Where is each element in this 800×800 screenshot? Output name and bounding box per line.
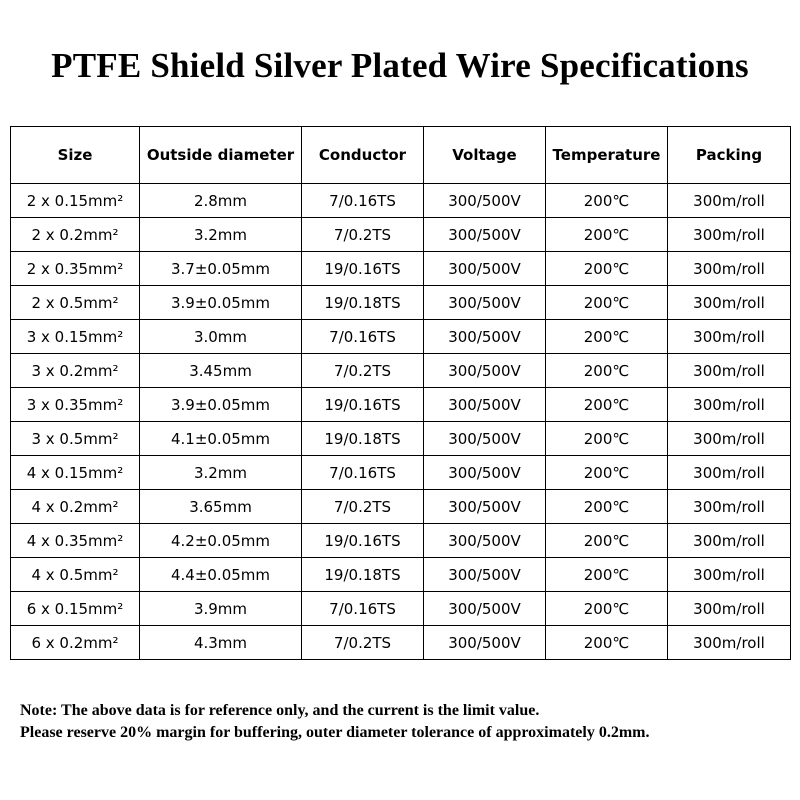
- cell-size: 3 x 0.5mm²: [11, 422, 140, 456]
- cell-temperature: 200℃: [546, 456, 668, 490]
- table-row: [11, 490, 791, 524]
- cell-packing: 300m/roll: [668, 626, 791, 660]
- table-row: [11, 592, 791, 626]
- cell-size: 6 x 0.2mm²: [11, 626, 140, 660]
- cell-conductor: 19/0.16TS: [302, 252, 424, 286]
- cell-packing: 300m/roll: [668, 422, 791, 456]
- cell-size: 2 x 0.5mm²: [11, 286, 140, 320]
- cell-temperature: 200℃: [546, 388, 668, 422]
- cell-size: 2 x 0.2mm²: [11, 218, 140, 252]
- table-row: [11, 388, 791, 422]
- cell-size: 2 x 0.35mm²: [11, 252, 140, 286]
- cell-temperature: 200℃: [546, 354, 668, 388]
- cell-voltage: 300/500V: [424, 218, 546, 252]
- note-line-1: Note: The above data is for reference only, and the current is the limit value.: [20, 702, 540, 719]
- table-row: [11, 626, 791, 660]
- cell-conductor: 19/0.16TS: [302, 524, 424, 558]
- header-row: [11, 127, 791, 184]
- cell-voltage: 300/500V: [424, 388, 546, 422]
- cell-packing: 300m/roll: [668, 218, 791, 252]
- table-row: [11, 184, 791, 218]
- cell-packing: 300m/roll: [668, 252, 791, 286]
- cell-size: 4 x 0.5mm²: [11, 558, 140, 592]
- table-row: [11, 524, 791, 558]
- cell-outside-diameter: 3.7±0.05mm: [140, 252, 302, 286]
- cell-temperature: 200℃: [546, 490, 668, 524]
- cell-packing: 300m/roll: [668, 354, 791, 388]
- table-row: [11, 354, 791, 388]
- cell-conductor: 7/0.16TS: [302, 320, 424, 354]
- cell-voltage: 300/500V: [424, 422, 546, 456]
- cell-outside-diameter: 3.9mm: [140, 592, 302, 626]
- note-line-2: Please reserve 20% margin for buffering, outer diameter tolerance of approximately 0.2mm.: [20, 724, 650, 741]
- cell-voltage: 300/500V: [424, 252, 546, 286]
- cell-voltage: 300/500V: [424, 320, 546, 354]
- cell-temperature: 200℃: [546, 592, 668, 626]
- cell-outside-diameter: 2.8mm: [140, 184, 302, 218]
- header-packing: Packing: [668, 127, 791, 184]
- table-row: [11, 422, 791, 456]
- cell-packing: 300m/roll: [668, 388, 791, 422]
- cell-temperature: 200℃: [546, 320, 668, 354]
- cell-conductor: 7/0.16TS: [302, 456, 424, 490]
- cell-temperature: 200℃: [546, 252, 668, 286]
- table-row: [11, 218, 791, 252]
- cell-conductor: 7/0.2TS: [302, 218, 424, 252]
- cell-outside-diameter: 3.2mm: [140, 456, 302, 490]
- cell-voltage: 300/500V: [424, 184, 546, 218]
- cell-outside-diameter: 4.2±0.05mm: [140, 524, 302, 558]
- cell-outside-diameter: 3.65mm: [140, 490, 302, 524]
- cell-outside-diameter: 4.1±0.05mm: [140, 422, 302, 456]
- cell-packing: 300m/roll: [668, 490, 791, 524]
- cell-packing: 300m/roll: [668, 286, 791, 320]
- cell-temperature: 200℃: [546, 524, 668, 558]
- header-outside-diameter: Outside diameter: [140, 127, 302, 184]
- table-row: [11, 286, 791, 320]
- cell-size: 3 x 0.35mm²: [11, 388, 140, 422]
- cell-size: 4 x 0.2mm²: [11, 490, 140, 524]
- header-voltage: Voltage: [424, 127, 546, 184]
- cell-size: 3 x 0.15mm²: [11, 320, 140, 354]
- cell-voltage: 300/500V: [424, 490, 546, 524]
- cell-conductor: 19/0.18TS: [302, 422, 424, 456]
- cell-size: 3 x 0.2mm²: [11, 354, 140, 388]
- cell-temperature: 200℃: [546, 626, 668, 660]
- cell-outside-diameter: 3.9±0.05mm: [140, 388, 302, 422]
- table-row: [11, 456, 791, 490]
- cell-temperature: 200℃: [546, 558, 668, 592]
- cell-size: 4 x 0.15mm²: [11, 456, 140, 490]
- cell-size: 4 x 0.35mm²: [11, 524, 140, 558]
- cell-voltage: 300/500V: [424, 354, 546, 388]
- cell-conductor: 7/0.2TS: [302, 626, 424, 660]
- cell-voltage: 300/500V: [424, 456, 546, 490]
- cell-temperature: 200℃: [546, 218, 668, 252]
- cell-voltage: 300/500V: [424, 286, 546, 320]
- cell-conductor: 19/0.18TS: [302, 558, 424, 592]
- cell-size: 6 x 0.15mm²: [11, 592, 140, 626]
- notes: [20, 700, 649, 744]
- cell-size: 2 x 0.15mm²: [11, 184, 140, 218]
- cell-conductor: 19/0.18TS: [302, 286, 424, 320]
- table-row: [11, 320, 791, 354]
- cell-temperature: 200℃: [546, 286, 668, 320]
- cell-packing: 300m/roll: [668, 184, 791, 218]
- cell-outside-diameter: 4.3mm: [140, 626, 302, 660]
- cell-voltage: 300/500V: [424, 558, 546, 592]
- cell-packing: 300m/roll: [668, 592, 791, 626]
- cell-temperature: 200℃: [546, 422, 668, 456]
- header-conductor: Conductor: [302, 127, 424, 184]
- cell-outside-diameter: 4.4±0.05mm: [140, 558, 302, 592]
- cell-conductor: 7/0.16TS: [302, 592, 424, 626]
- specifications-table: [10, 126, 791, 660]
- cell-conductor: 7/0.2TS: [302, 490, 424, 524]
- cell-packing: 300m/roll: [668, 558, 791, 592]
- cell-outside-diameter: 3.2mm: [140, 218, 302, 252]
- cell-packing: 300m/roll: [668, 456, 791, 490]
- table-row: [11, 558, 791, 592]
- header-size: Size: [11, 127, 140, 184]
- cell-temperature: 200℃: [546, 184, 668, 218]
- cell-voltage: 300/500V: [424, 524, 546, 558]
- cell-packing: 300m/roll: [668, 524, 791, 558]
- cell-outside-diameter: 3.9±0.05mm: [140, 286, 302, 320]
- cell-conductor: 19/0.16TS: [302, 388, 424, 422]
- page-title: PTFE Shield Silver Plated Wire Specifications: [51, 46, 749, 85]
- cell-voltage: 300/500V: [424, 626, 546, 660]
- cell-outside-diameter: 3.45mm: [140, 354, 302, 388]
- cell-packing: 300m/roll: [668, 320, 791, 354]
- cell-voltage: 300/500V: [424, 592, 546, 626]
- cell-outside-diameter: 3.0mm: [140, 320, 302, 354]
- cell-conductor: 7/0.2TS: [302, 354, 424, 388]
- table-body: [11, 184, 791, 660]
- table-row: [11, 252, 791, 286]
- header-temperature: Temperature: [546, 127, 668, 184]
- cell-conductor: 7/0.16TS: [302, 184, 424, 218]
